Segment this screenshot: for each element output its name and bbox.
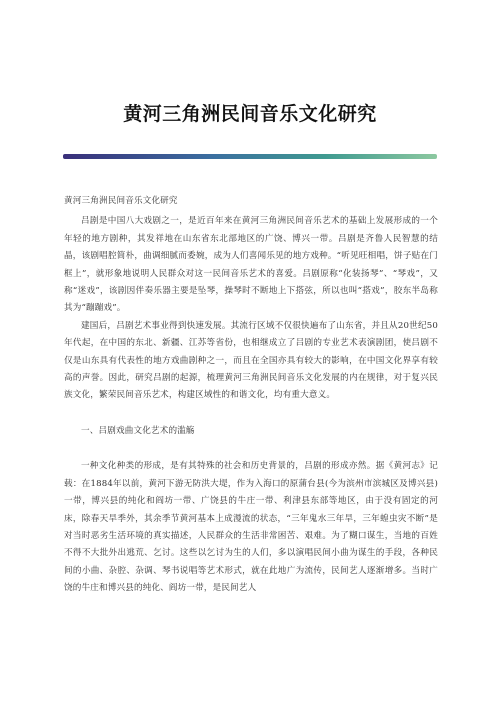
title-divider [63,154,437,159]
document-title: 黄河三角洲民间音乐文化研究 [123,103,377,125]
section-heading: 一、吕剧戏曲文化艺术的滥觞 [81,425,195,436]
document-subtitle: 黄河三角洲民间音乐文化研究 [64,196,178,206]
document-body [64,193,438,598]
body-paragraph: 一种文化种类的形成，是有其特殊的社会和历史背景的，吕剧的形成亦然。据《黄河志》记载：在1884年以前，黄河下游无防洪大堤，作为入海口的原蒲台县(今为滨州市滨城区及博兴县)一带，博兴县的纯化和阎坊一带、广饶县的牛庄一带、利津县东部等地区，由于没有固定的河床，除春天旱季外，其余季节黄河基本上成漫流的状态，“三年鬼水三年旱，三年蝗虫灾不断”是对当时恶劣生活环境的真实描述，人民群众的生活非常困苦、艰难。为了糊口谋生，当地的百姓不得不大批外出逃荒、乞讨。这些以乞讨为生的人们，多以演唱民间小曲为谋生的手段，各种民间的小曲、杂腔、杂调、琴书说唱等艺术形式，就在此地广为流传，民间艺人逐渐增多。当时广饶的牛庄和博兴县的纯化、阎坊一带，是民间艺人 [64,461,438,594]
body-paragraph: 吕剧是中国八大戏剧之一，是近百年来在黄河三角洲民间音乐艺术的基础上发展形成的一个年轻的地方剧种，其发祥地在山东省东北部地区的广饶、博兴一带。吕剧是齐鲁人民智慧的结晶，该剧唱腔简朴，曲调细腻而委婉，成为人们喜闻乐见的地方戏种。“听见旺相唱，饼子贴在门框上”，就形象地说明人民群众对这一民间音乐艺术的喜爱。吕剧原称“化装扬琴”、“琴戏”，又称“迷戏”，该剧因伴奏乐器主要是坠琴，操琴时不断地上下搭弦，所以也叫“搭戏”，胶东半岛称其为“蹦蹦戏”。 [64,216,438,314]
body-paragraph: 建国后，吕剧艺术事业得到快速发展。其流行区域不仅很快遍布了山东省，并且从20世纪50年代起，在中国的东北、新疆、江苏等省份，也相继成立了吕剧的专业艺术表演剧团，使吕剧不仅是山东具有代表性的地方戏曲剧种之一，而且在全国亦具有较大的影响，在中国文化界享有较高的声誉。因此，研究吕剧的起源，梳理黄河三角洲民间音乐文化发展的内在规律，对于复兴民族文化，繁荣民间音乐艺术，构建区域性的和谐文化，均有重大意义。 [64,320,438,401]
